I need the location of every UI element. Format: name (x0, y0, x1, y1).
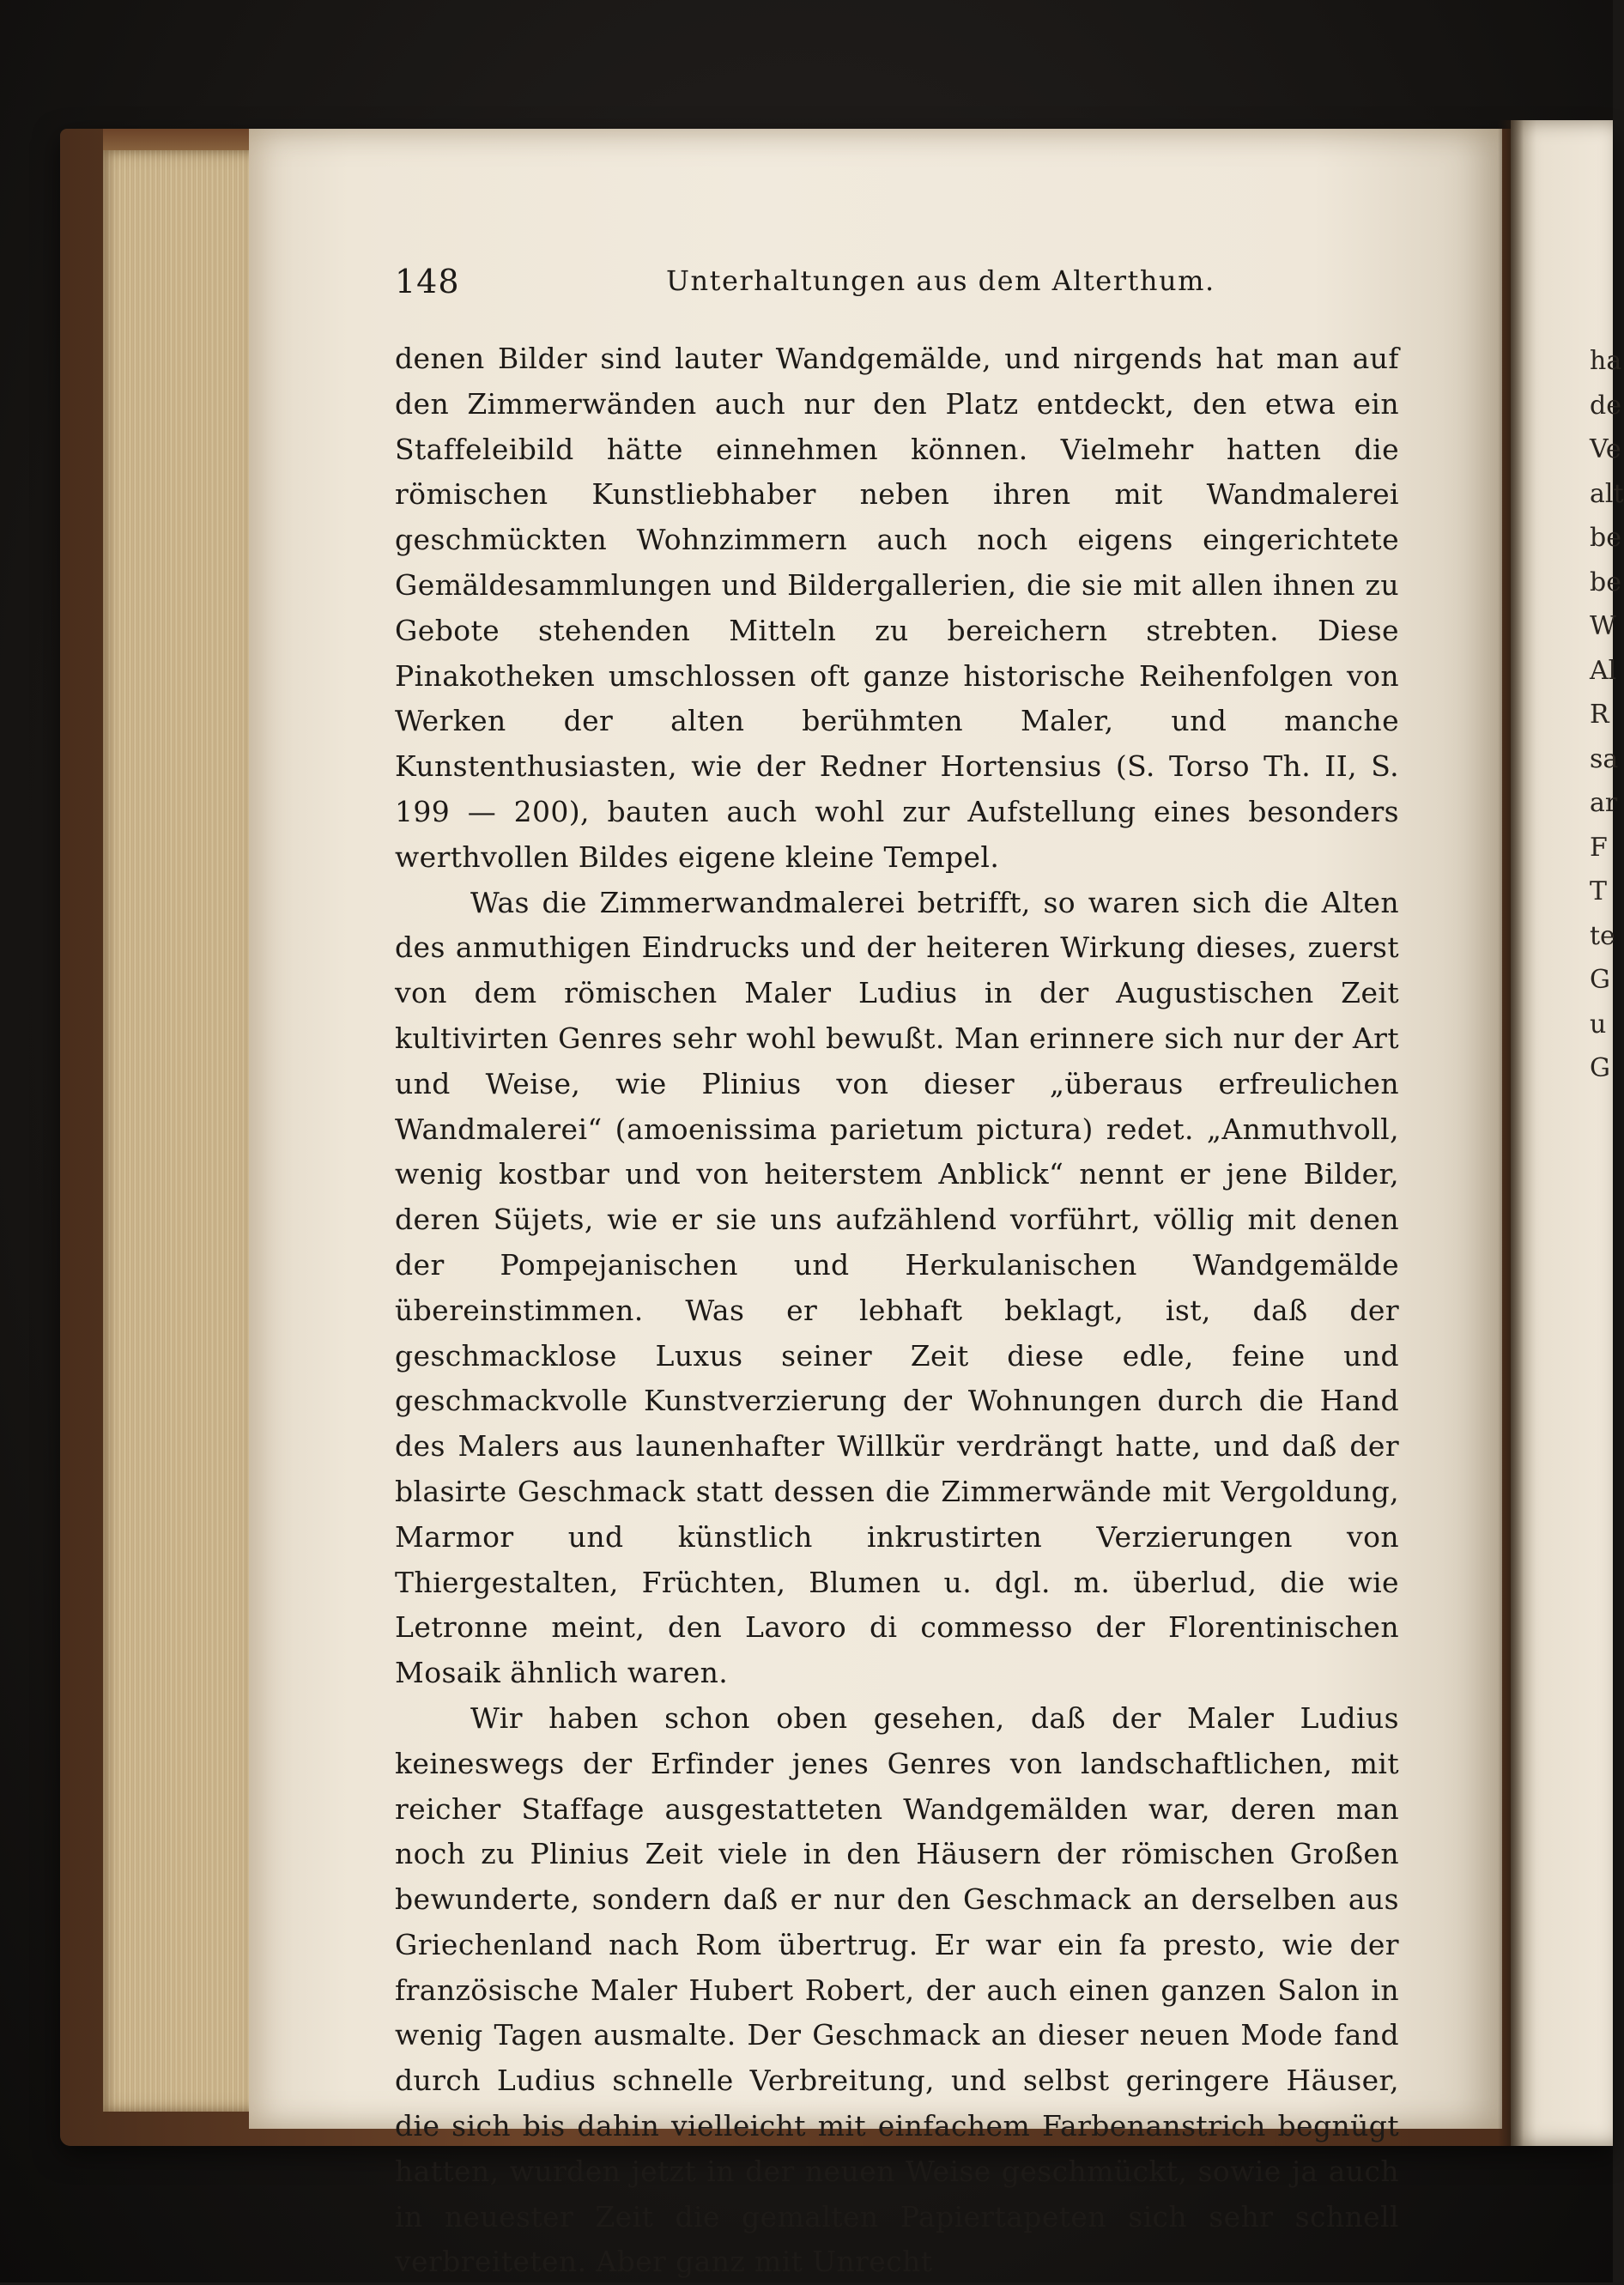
facing-line: sa (1590, 743, 1619, 774)
facing-page-text (1590, 339, 1624, 1091)
facing-line: ha (1590, 346, 1622, 376)
facing-line: alt (1590, 478, 1624, 509)
paragraph-2: Was die Zimmerwandmalerei betrifft, so waren sich die Alten des anmuthigen Eindrucks und der heiteren Wirkung dieses, zuerst von dem römischen Maler Ludius in der Augustischen Zeit kultivirten Genres sehr wohl bewußt. Man erinnere sich nur der Art und Weise, wie Plinius von dieser „überaus erfreulichen Wandmalerei“ (amoenissima parietum pictura) redet. „Anmuthvoll, wenig kostbar und von heiterstem Anblick“ nennt er jene Bilder, deren Süjets, wie er sie uns aufzählend vorführt, völlig mit denen der Pompejanischen und Herkulanischen Wandgemälde übereinstimmen. Was er lebhaft beklagt, ist, daß der geschmacklose Luxus seiner Zeit diese edle, feine und geschmackvolle Kunstverzierung der Wohnungen durch die Hand des Malers aus launenhafter Willkür verdrängt hatte, und daß der blasirte Geschmack statt dessen die Zimmerwände mit Vergoldung, Marmor und künstlich inkrustirten Verzierungen von Thiergestalten, Früchten, Blumen u. dgl. m. überlud, die wie Letronne meint, den Lavoro di commesso der Florentinischen Mosaik ähnlich waren. (395, 885, 1399, 1690)
facing-line: G (1590, 965, 1610, 995)
paragraph-3: Wir haben schon oben gesehen, daß der Maler Ludius keineswegs der Erfinder jenes Genres von landschaftlichen, mit reicher Staffage ausgestatteten Wandgemälden war, deren man noch zu Plinius Zeit viele in den Häusern der römischen Großen bewunderte, sondern daß er nur den Geschmack an derselben aus Griechenland nach Rom übertrug. Er war ein fa presto, wie der französische Maler Hubert Robert, der auch einen ganzen Salon in wenig Tagen ausmalte. Der Geschmack an dieser neuen Mode fand durch Ludius schnelle Verbreitung, und selbst geringere Häuser, die sich bis dahin vielleicht mit einfachem Farbenanstrich begnügt hatten, wurden jetzt in der neuen Weise geschmückt, sowie ja auch in neuester Zeit die gemalten Papiertapeten sich sehr schnell verbreiteten. Aber ganz mit Unrecht (395, 1700, 1399, 2279)
facing-line: Al (1590, 655, 1617, 686)
facing-line: u (1590, 1009, 1607, 1039)
facing-line: be (1590, 567, 1621, 597)
text-column (395, 258, 1399, 2285)
facing-line: W (1590, 611, 1616, 641)
running-head-title: Unterhaltungen aus dem Alterthum. (666, 264, 1215, 297)
facing-line: te (1590, 920, 1615, 951)
page-number: 148 (395, 263, 460, 300)
running-head (395, 258, 1399, 309)
facing-line: R (1590, 700, 1609, 730)
facing-line: F (1590, 832, 1608, 863)
facing-line: ar (1590, 788, 1618, 818)
facing-line: Ve (1590, 434, 1621, 464)
page-fore-edge (103, 150, 266, 2112)
facing-line: G (1590, 1053, 1610, 1083)
facing-line: T (1590, 876, 1608, 906)
facing-line: de (1590, 390, 1621, 421)
book-gutter-shadow (1498, 120, 1524, 2146)
paragraph-1: denen Bilder sind lauter Wandgemälde, und nirgends hat man auf den Zimmerwänden auch nur den Platz entdeckt, den etwa ein Staffeleibild hätte einnehmen können. Vielmehr hatten die römischen Kunstliebhaber neben ihren mit Wandmalerei geschmückten Wohnzimmern auch noch eigens eingerichtete Gemäldesammlungen und Bildergallerien, die sie mit allen ihnen zu Gebote stehenden Mitteln zu bereichern strebten. Diese Pinakotheken umschlossen oft ganze historische Reihenfolgen von Werken der alten berühmten Maler, und manche Kunstenthusiasten, wie der Redner Hortensius (S. Torso Th. II, S. 199 — 200), bauten auch wohl zur Aufstellung eines besonders werthvollen Bildes eigene kleine Tempel. (395, 342, 1399, 874)
facing-line: be (1590, 523, 1621, 553)
